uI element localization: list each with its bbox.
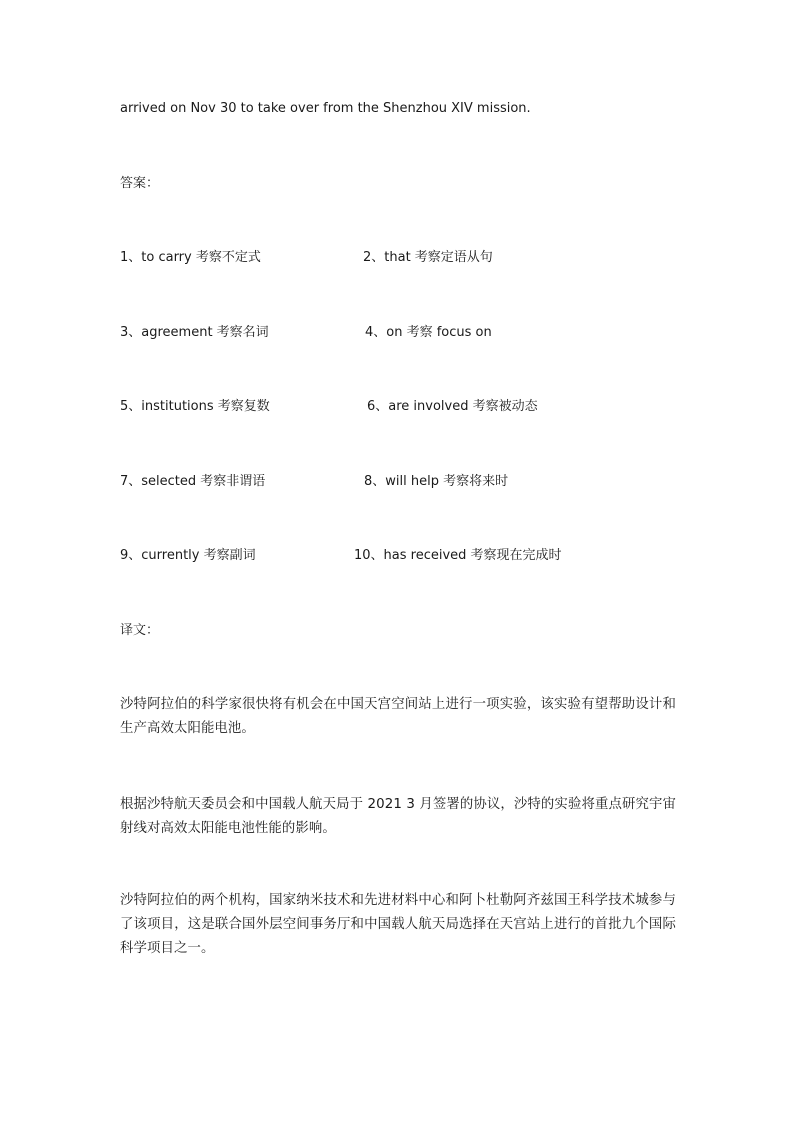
answer-7: 7、selected 考察非谓语: [120, 474, 266, 489]
answer-9: 9、currently 考察副词: [120, 548, 256, 563]
translation-paragraph-1: 沙特阿拉伯的科学家很快将有机会在中国天宫空间站上进行一项实验，该实验有望帮助设计和生产高效太阳能电池。: [120, 697, 676, 736]
intro-line: arrived on Nov 30 to take over from the Shenzhou XIV mission.: [120, 101, 531, 116]
answer-2: 2、that 考察定语从句: [363, 250, 493, 265]
translation-paragraph-3: 沙特阿拉伯的两个机构，国家纳米技术和先进材料中心和阿卜杜勒阿齐兹国王科学技术城参与了该项目，这是联合国外层空间事务厅和中国载人航天局选择在天宫站上进行的首批九个国际科学项目之一。: [120, 893, 676, 956]
answer-3: 3、agreement 考察名词: [120, 325, 269, 340]
answer-4: 4、on 考察 focus on: [365, 325, 492, 340]
answer-8: 8、will help 考察将来时: [364, 474, 509, 489]
answer-5: 5、institutions 考察复数: [120, 399, 270, 414]
answers-heading: 答案：: [120, 176, 160, 191]
answer-6: 6、are involved 考察被动态: [367, 399, 538, 414]
translation-paragraph-2: 根据沙特航天委员会和中国载人航天局于 2021 3 月签署的协议，沙特的实验将重点研究宇宙射线对高效太阳能电池性能的影响。: [120, 797, 676, 836]
answer-10: 10、has received 考察现在完成时: [354, 548, 562, 563]
answer-1: 1、to carry 考察不定式: [120, 250, 261, 265]
translation-heading: 译文：: [120, 623, 160, 638]
